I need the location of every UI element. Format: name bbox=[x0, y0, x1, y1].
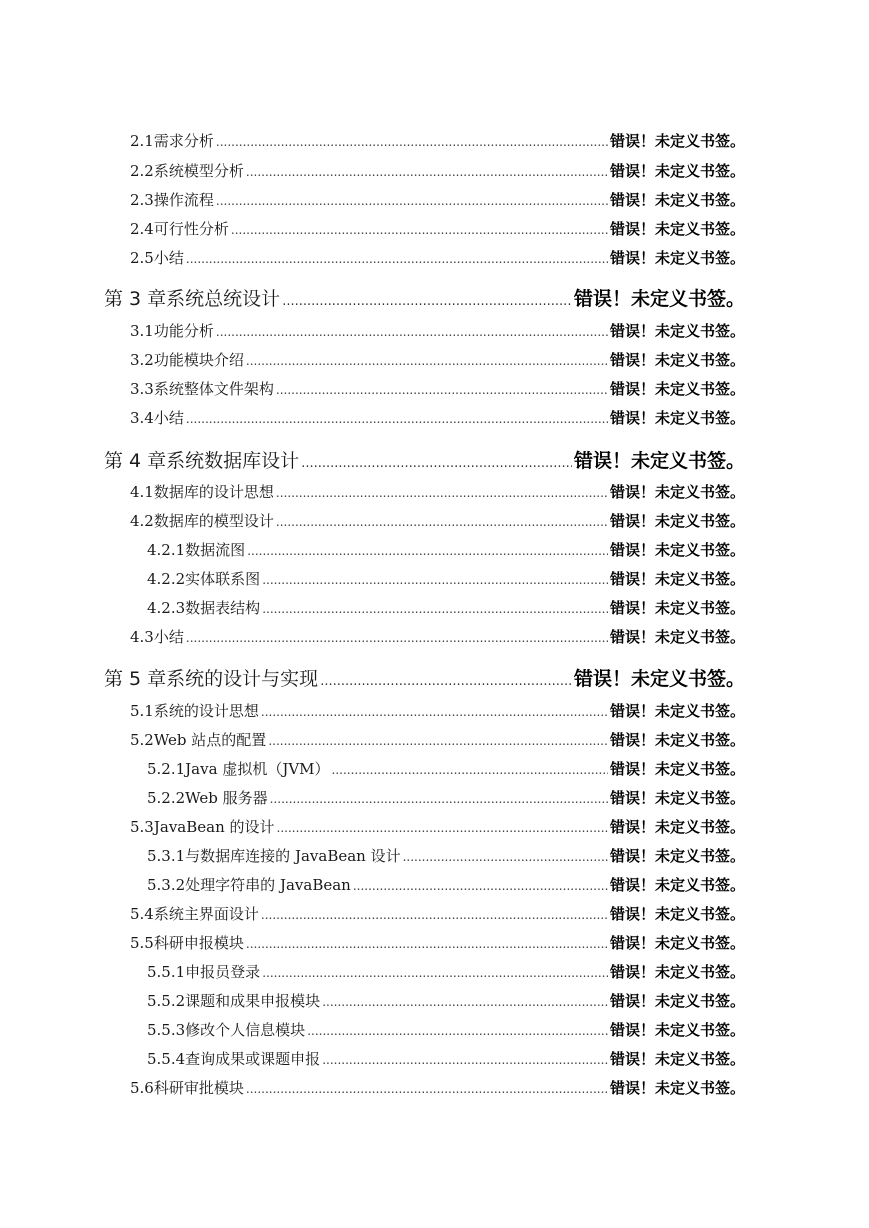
toc-entry-title: 数据库的设计思想 bbox=[153, 483, 274, 501]
toc-dot-leader bbox=[216, 194, 608, 208]
toc-entry-title: 处理字符串的 JavaBean bbox=[185, 876, 351, 894]
toc-section-entry[interactable] bbox=[130, 160, 745, 181]
toc-dot-leader bbox=[276, 515, 608, 529]
toc-page-reference: 错误！未定义书签。 bbox=[609, 249, 745, 267]
toc-page-reference: 错误！未定义书签。 bbox=[609, 760, 745, 778]
toc-section-entry[interactable] bbox=[130, 407, 745, 428]
toc-entry-number: 3.3 bbox=[130, 380, 154, 398]
toc-section-entry[interactable] bbox=[130, 130, 745, 151]
toc-subsection-entry[interactable] bbox=[147, 1048, 745, 1069]
toc-section-entry[interactable] bbox=[130, 189, 745, 210]
toc-page-reference: 错误！未定义书签。 bbox=[609, 191, 745, 209]
toc-dot-leader bbox=[270, 792, 608, 806]
toc-entry-title: 系统主界面设计 bbox=[153, 905, 259, 923]
toc-chapter-entry[interactable] bbox=[104, 284, 745, 311]
toc-page-reference: 错误！未定义书签。 bbox=[609, 818, 745, 836]
toc-dot-leader bbox=[186, 252, 608, 266]
toc-section-entry[interactable] bbox=[130, 700, 745, 721]
toc-dot-leader bbox=[268, 734, 608, 748]
toc-page-reference: 错误！未定义书签。 bbox=[609, 628, 745, 646]
toc-entry-number: 5.5.4 bbox=[147, 1050, 186, 1068]
toc-entry-title: 申报员登录 bbox=[185, 963, 261, 981]
toc-entry-title: 数据库的模型设计 bbox=[153, 512, 274, 530]
toc-subsection-entry[interactable] bbox=[147, 568, 745, 589]
toc-dot-leader bbox=[262, 602, 608, 616]
toc-entry-number: 3.2 bbox=[130, 351, 154, 369]
toc-page-reference: 错误！未定义书签。 bbox=[573, 450, 745, 472]
toc-dot-leader bbox=[246, 354, 608, 368]
toc-entry-title: 功能模块介绍 bbox=[153, 351, 244, 369]
toc-dot-leader bbox=[262, 573, 608, 587]
toc-page-reference: 错误！未定义书签。 bbox=[609, 512, 745, 530]
toc-dot-leader bbox=[246, 1082, 608, 1096]
toc-dot-leader bbox=[231, 223, 608, 237]
toc-entry-number: 5.2.2 bbox=[147, 789, 186, 807]
toc-entry-number: 5.4 bbox=[130, 905, 154, 923]
toc-dot-leader bbox=[276, 486, 608, 500]
toc-entry-number: 5.1 bbox=[130, 702, 154, 720]
toc-chapter-entry[interactable] bbox=[104, 664, 745, 691]
toc-section-entry[interactable] bbox=[130, 378, 745, 399]
toc-section-entry[interactable] bbox=[130, 816, 745, 837]
toc-subsection-entry[interactable] bbox=[147, 597, 745, 618]
toc-page-reference: 错误！未定义书签。 bbox=[609, 483, 745, 501]
toc-dot-leader bbox=[247, 544, 608, 558]
toc-page-reference: 错误！未定义书签。 bbox=[609, 905, 745, 923]
toc-section-entry[interactable] bbox=[130, 218, 745, 239]
toc-page-reference: 错误！未定义书签。 bbox=[609, 702, 745, 720]
toc-entry-title: 科研审批模块 bbox=[153, 1079, 244, 1097]
toc-page-reference: 错误！未定义书签。 bbox=[609, 876, 745, 894]
toc-entry-title: 操作流程 bbox=[153, 191, 214, 209]
toc-page-reference: 错误！未定义书签。 bbox=[609, 351, 745, 369]
toc-entry-title: Web 服务器 bbox=[185, 789, 268, 807]
toc-entry-title: 小结 bbox=[153, 409, 184, 427]
toc-subsection-entry[interactable] bbox=[147, 845, 745, 866]
toc-entry-title: 修改个人信息模块 bbox=[185, 1021, 306, 1039]
toc-subsection-entry[interactable] bbox=[147, 990, 745, 1011]
toc-section-entry[interactable] bbox=[130, 729, 745, 750]
toc-page-reference: 错误！未定义书签。 bbox=[609, 963, 745, 981]
toc-entry-number: 5.2 bbox=[130, 731, 154, 749]
toc-section-entry[interactable] bbox=[130, 320, 745, 341]
toc-page-reference: 错误！未定义书签。 bbox=[609, 789, 745, 807]
toc-page-reference: 错误！未定义书签。 bbox=[573, 288, 745, 310]
toc-entry-title: 课题和成果申报模块 bbox=[185, 992, 321, 1010]
toc-entry-number: 5.2.1 bbox=[147, 760, 186, 778]
toc-page-reference: 错误！未定义书签。 bbox=[609, 162, 745, 180]
toc-entry-title: 小结 bbox=[153, 249, 184, 267]
toc-entry-number: 5.3.1 bbox=[147, 847, 186, 865]
toc-page-reference: 错误！未定义书签。 bbox=[609, 934, 745, 952]
toc-dot-leader bbox=[307, 1024, 608, 1038]
toc-subsection-entry[interactable] bbox=[147, 758, 745, 779]
toc-entry-number: 第 3 章 bbox=[104, 288, 167, 310]
toc-entry-title: 系统模型分析 bbox=[153, 162, 244, 180]
toc-entry-number: 4.2.2 bbox=[147, 570, 186, 588]
toc-entry-number: 4.2 bbox=[130, 512, 154, 530]
toc-dot-leader bbox=[403, 850, 608, 864]
toc-entry-number: 2.2 bbox=[130, 162, 154, 180]
toc-entry-title: 数据表结构 bbox=[185, 599, 261, 617]
toc-section-entry[interactable] bbox=[130, 932, 745, 953]
toc-page-reference: 错误！未定义书签。 bbox=[573, 668, 745, 690]
toc-dot-leader bbox=[246, 937, 608, 951]
toc-page-reference: 错误！未定义书签。 bbox=[609, 541, 745, 559]
toc-entry-number: 第 5 章 bbox=[104, 668, 167, 690]
toc-entry-number: 5.3 bbox=[130, 818, 154, 836]
toc-entry-number: 4.3 bbox=[130, 628, 154, 646]
toc-section-entry[interactable] bbox=[130, 626, 745, 647]
toc-entry-title: 科研申报模块 bbox=[153, 934, 244, 952]
toc-entry-title: 系统的设计思想 bbox=[153, 702, 259, 720]
toc-dot-leader bbox=[301, 456, 572, 471]
toc-page-reference: 错误！未定义书签。 bbox=[609, 847, 745, 865]
toc-page-reference: 错误！未定义书签。 bbox=[609, 322, 745, 340]
toc-entry-number: 5.5.1 bbox=[147, 963, 186, 981]
toc-entry-number: 5.5.2 bbox=[147, 992, 186, 1010]
toc-entry-title: 实体联系图 bbox=[185, 570, 261, 588]
toc-page-reference: 错误！未定义书签。 bbox=[609, 570, 745, 588]
toc-subsection-entry[interactable] bbox=[147, 787, 745, 808]
toc-entry-title: 小结 bbox=[153, 628, 184, 646]
toc-dot-leader bbox=[261, 705, 608, 719]
toc-dot-leader bbox=[186, 631, 608, 645]
toc-section-entry[interactable] bbox=[130, 481, 745, 502]
toc-section-entry[interactable] bbox=[130, 349, 745, 370]
toc-entry-number: 第 4 章 bbox=[104, 450, 167, 472]
toc-section-entry[interactable] bbox=[130, 903, 745, 924]
toc-page-reference: 错误！未定义书签。 bbox=[609, 132, 745, 150]
toc-entry-title: 查询成果或课题申报 bbox=[185, 1050, 321, 1068]
toc-dot-leader bbox=[216, 325, 608, 339]
toc-page-reference: 错误！未定义书签。 bbox=[609, 1079, 745, 1097]
toc-dot-leader bbox=[282, 294, 572, 309]
toc-chapter-entry[interactable] bbox=[104, 446, 745, 473]
toc-dot-leader bbox=[186, 412, 608, 426]
toc-page-reference: 错误！未定义书签。 bbox=[609, 731, 745, 749]
toc-entry-title: 系统的设计与实现 bbox=[166, 668, 319, 690]
toc-page-reference: 错误！未定义书签。 bbox=[609, 380, 745, 398]
toc-dot-leader bbox=[320, 674, 572, 689]
toc-entry-title: 系统整体文件架构 bbox=[153, 380, 274, 398]
toc-entry-number: 5.3.2 bbox=[147, 876, 186, 894]
toc-entry-number: 5.5.3 bbox=[147, 1021, 186, 1039]
toc-entry-number: 4.2.3 bbox=[147, 599, 186, 617]
toc-page-reference: 错误！未定义书签。 bbox=[609, 220, 745, 238]
toc-section-entry[interactable] bbox=[130, 1077, 745, 1098]
toc-entry-title: 系统总统设计 bbox=[166, 288, 281, 310]
toc-entry-title: JavaBean 的设计 bbox=[153, 818, 275, 836]
toc-entry-number: 5.5 bbox=[130, 934, 154, 952]
toc-dot-leader bbox=[276, 383, 608, 397]
toc-dot-leader bbox=[277, 821, 608, 835]
toc-entry-title: Web 站点的配置 bbox=[153, 731, 267, 749]
toc-subsection-entry[interactable] bbox=[147, 961, 745, 982]
toc-page-reference: 错误！未定义书签。 bbox=[609, 409, 745, 427]
toc-page-reference: 错误！未定义书签。 bbox=[609, 1021, 745, 1039]
toc-entry-number: 2.1 bbox=[130, 132, 154, 150]
toc-entry-number: 3.1 bbox=[130, 322, 154, 340]
toc-subsection-entry[interactable] bbox=[147, 1019, 745, 1040]
toc-dot-leader bbox=[322, 995, 608, 1009]
toc-entry-title: Java 虚拟机（JVM） bbox=[185, 760, 330, 778]
toc-entry-number: 2.3 bbox=[130, 191, 154, 209]
toc-section-entry[interactable] bbox=[130, 247, 745, 268]
toc-dot-leader bbox=[262, 966, 608, 980]
toc-entry-number: 2.5 bbox=[130, 249, 154, 267]
toc-entry-title: 系统数据库设计 bbox=[166, 450, 300, 472]
toc-dot-leader bbox=[216, 135, 608, 149]
toc-dot-leader bbox=[246, 165, 608, 179]
toc-page-reference: 错误！未定义书签。 bbox=[609, 992, 745, 1010]
toc-dot-leader bbox=[322, 1053, 608, 1067]
toc-dot-leader bbox=[261, 908, 608, 922]
toc-subsection-entry[interactable] bbox=[147, 874, 745, 895]
toc-entry-number: 5.6 bbox=[130, 1079, 154, 1097]
toc-section-entry[interactable] bbox=[130, 510, 745, 531]
toc-dot-leader bbox=[332, 763, 608, 777]
toc-entry-title: 与数据库连接的 JavaBean 设计 bbox=[185, 847, 401, 865]
toc-entry-number: 2.4 bbox=[130, 220, 154, 238]
toc-page-reference: 错误！未定义书签。 bbox=[609, 1050, 745, 1068]
toc-entry-title: 数据流图 bbox=[185, 541, 246, 559]
toc-entry-title: 可行性分析 bbox=[153, 220, 229, 238]
toc-page-reference: 错误！未定义书签。 bbox=[609, 599, 745, 617]
toc-entry-title: 需求分析 bbox=[153, 132, 214, 150]
toc-entry-number: 3.4 bbox=[130, 409, 154, 427]
toc-subsection-entry[interactable] bbox=[147, 539, 745, 560]
toc-dot-leader bbox=[353, 879, 608, 893]
toc-entry-title: 功能分析 bbox=[153, 322, 214, 340]
toc-entry-number: 4.1 bbox=[130, 483, 154, 501]
toc-entry-number: 4.2.1 bbox=[147, 541, 186, 559]
